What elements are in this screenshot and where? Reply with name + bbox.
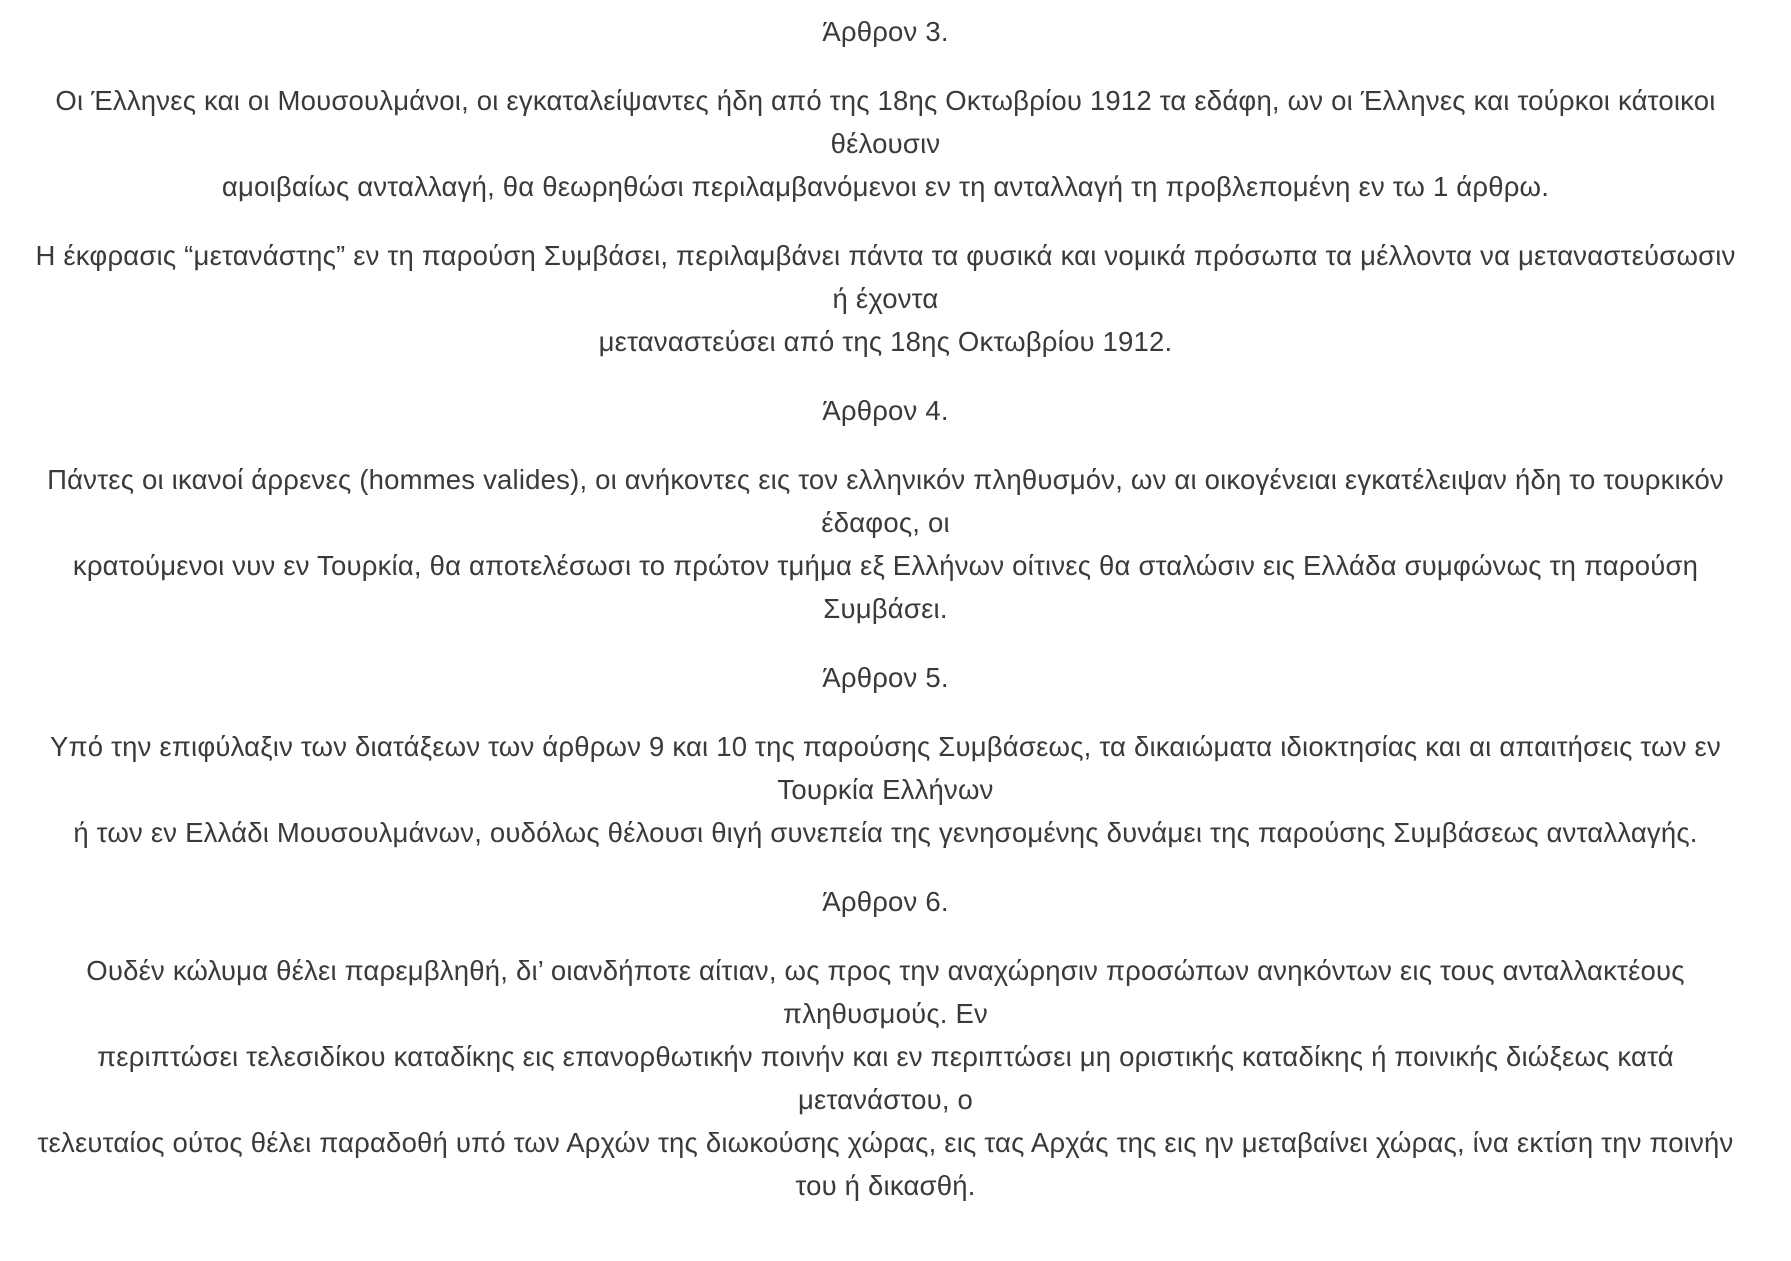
article-3-paragraph-1-line-1: Οι Έλληνες και οι Μουσουλμάνοι, οι εγκαταλείψαντες ήδη από της 18ης Οκτωβρίου 1912 τα εδάφη, ων οι Έλληνες και τούρκοι κάτοικοι θέλουσιν <box>55 85 1716 159</box>
article-3-paragraph-1 <box>30 79 1741 208</box>
article-3-heading: Άρθρον 3. <box>822 16 949 47</box>
article-5-paragraph-1-line-2: ή των εν Ελλάδι Μουσουλμάνων, ουδόλως θέλουσι θιγή συνεπεία της γενησομένης δυνάμει της παρούσης Συμβάσεως ανταλλαγής. <box>73 817 1698 848</box>
document-body <box>30 10 1741 1233</box>
article-6-paragraph-1 <box>30 949 1741 1207</box>
article-6-heading: Άρθρον 6. <box>822 886 949 917</box>
article-4-paragraph-1 <box>30 458 1741 630</box>
article-3-paragraph-2-line-1: Η έκφρασις “μετανάστης” εν τη παρούση Συμβάσει, περιλαμβάνει πάντα τα φυσικά και νομικά πρόσωπα τα μέλλοντα να μεταναστεύσωσιν ή έχοντα <box>35 240 1736 314</box>
article-5-paragraph-1-line-1: Υπό την επιφύλαξιν των διατάξεων των άρθρων 9 και 10 της παρούσης Συμβάσεως, τα δικαιώματα ιδιοκτησίας και αι απαιτήσεις των εν Τουρκία Ελλήνων <box>50 731 1721 805</box>
article-6-paragraph-1-line-3: τελευταίος ούτος θέλει παραδοθή υπό των Αρχών της διωκούσης χώρας, εις τας Αρχάς της εις ην μεταβαίνει χώρας, ίνα εκτίση την ποινήν του ή δικασθή. <box>37 1127 1734 1201</box>
article-4-paragraph-1-line-2: κρατούμενοι νυν εν Τουρκία, θα αποτελέσωσι το πρώτον τμήμα εξ Ελλήνων οίτινες θα σταλώσιν εις Ελλάδα συμφώνως τη παρούση Συμβάσει. <box>72 550 1699 624</box>
article-5-paragraph-1 <box>30 725 1741 854</box>
article-3-paragraph-1-line-2: αμοιβαίως ανταλλαγή, θα θεωρηθώσι περιλαμβανόμενοι εν τη ανταλλαγή τη προβλεπομένη εν τω 1 άρθρω. <box>221 171 1550 202</box>
article-6-paragraph-1-line-2: περιπτώσει τελεσιδίκου καταδίκης εις επανορθωτικήν ποινήν και εν περιπτώσει μη οριστικής καταδίκης ή ποινικής διώξεως κατά μετανάστου, ο <box>97 1041 1674 1115</box>
article-3-paragraph-2 <box>30 234 1741 363</box>
article-5-heading: Άρθρον 5. <box>822 662 949 693</box>
article-6-paragraph-1-line-1: Ουδέν κώλυμα θέλει παρεμβληθή, δι’ οιανδήποτε αίτιαν, ως προς την αναχώρησιν προσώπων ανηκόντων εις τους ανταλλακτέους πληθυσμούς. Εν <box>86 955 1685 1029</box>
article-4-paragraph-1-line-1: Πάντες οι ικανοί άρρενες (hommes valides), οι ανήκοντες εις τον ελληνικόν πληθυσμόν, ων αι οικογένειαι εγκατέλειψαν ήδη το τουρκικόν έδαφος, οι <box>47 464 1724 538</box>
article-4-heading: Άρθρον 4. <box>822 395 949 426</box>
article-3-paragraph-2-line-2: μεταναστεύσει από της 18ης Οκτωβρίου 1912. <box>598 326 1173 357</box>
